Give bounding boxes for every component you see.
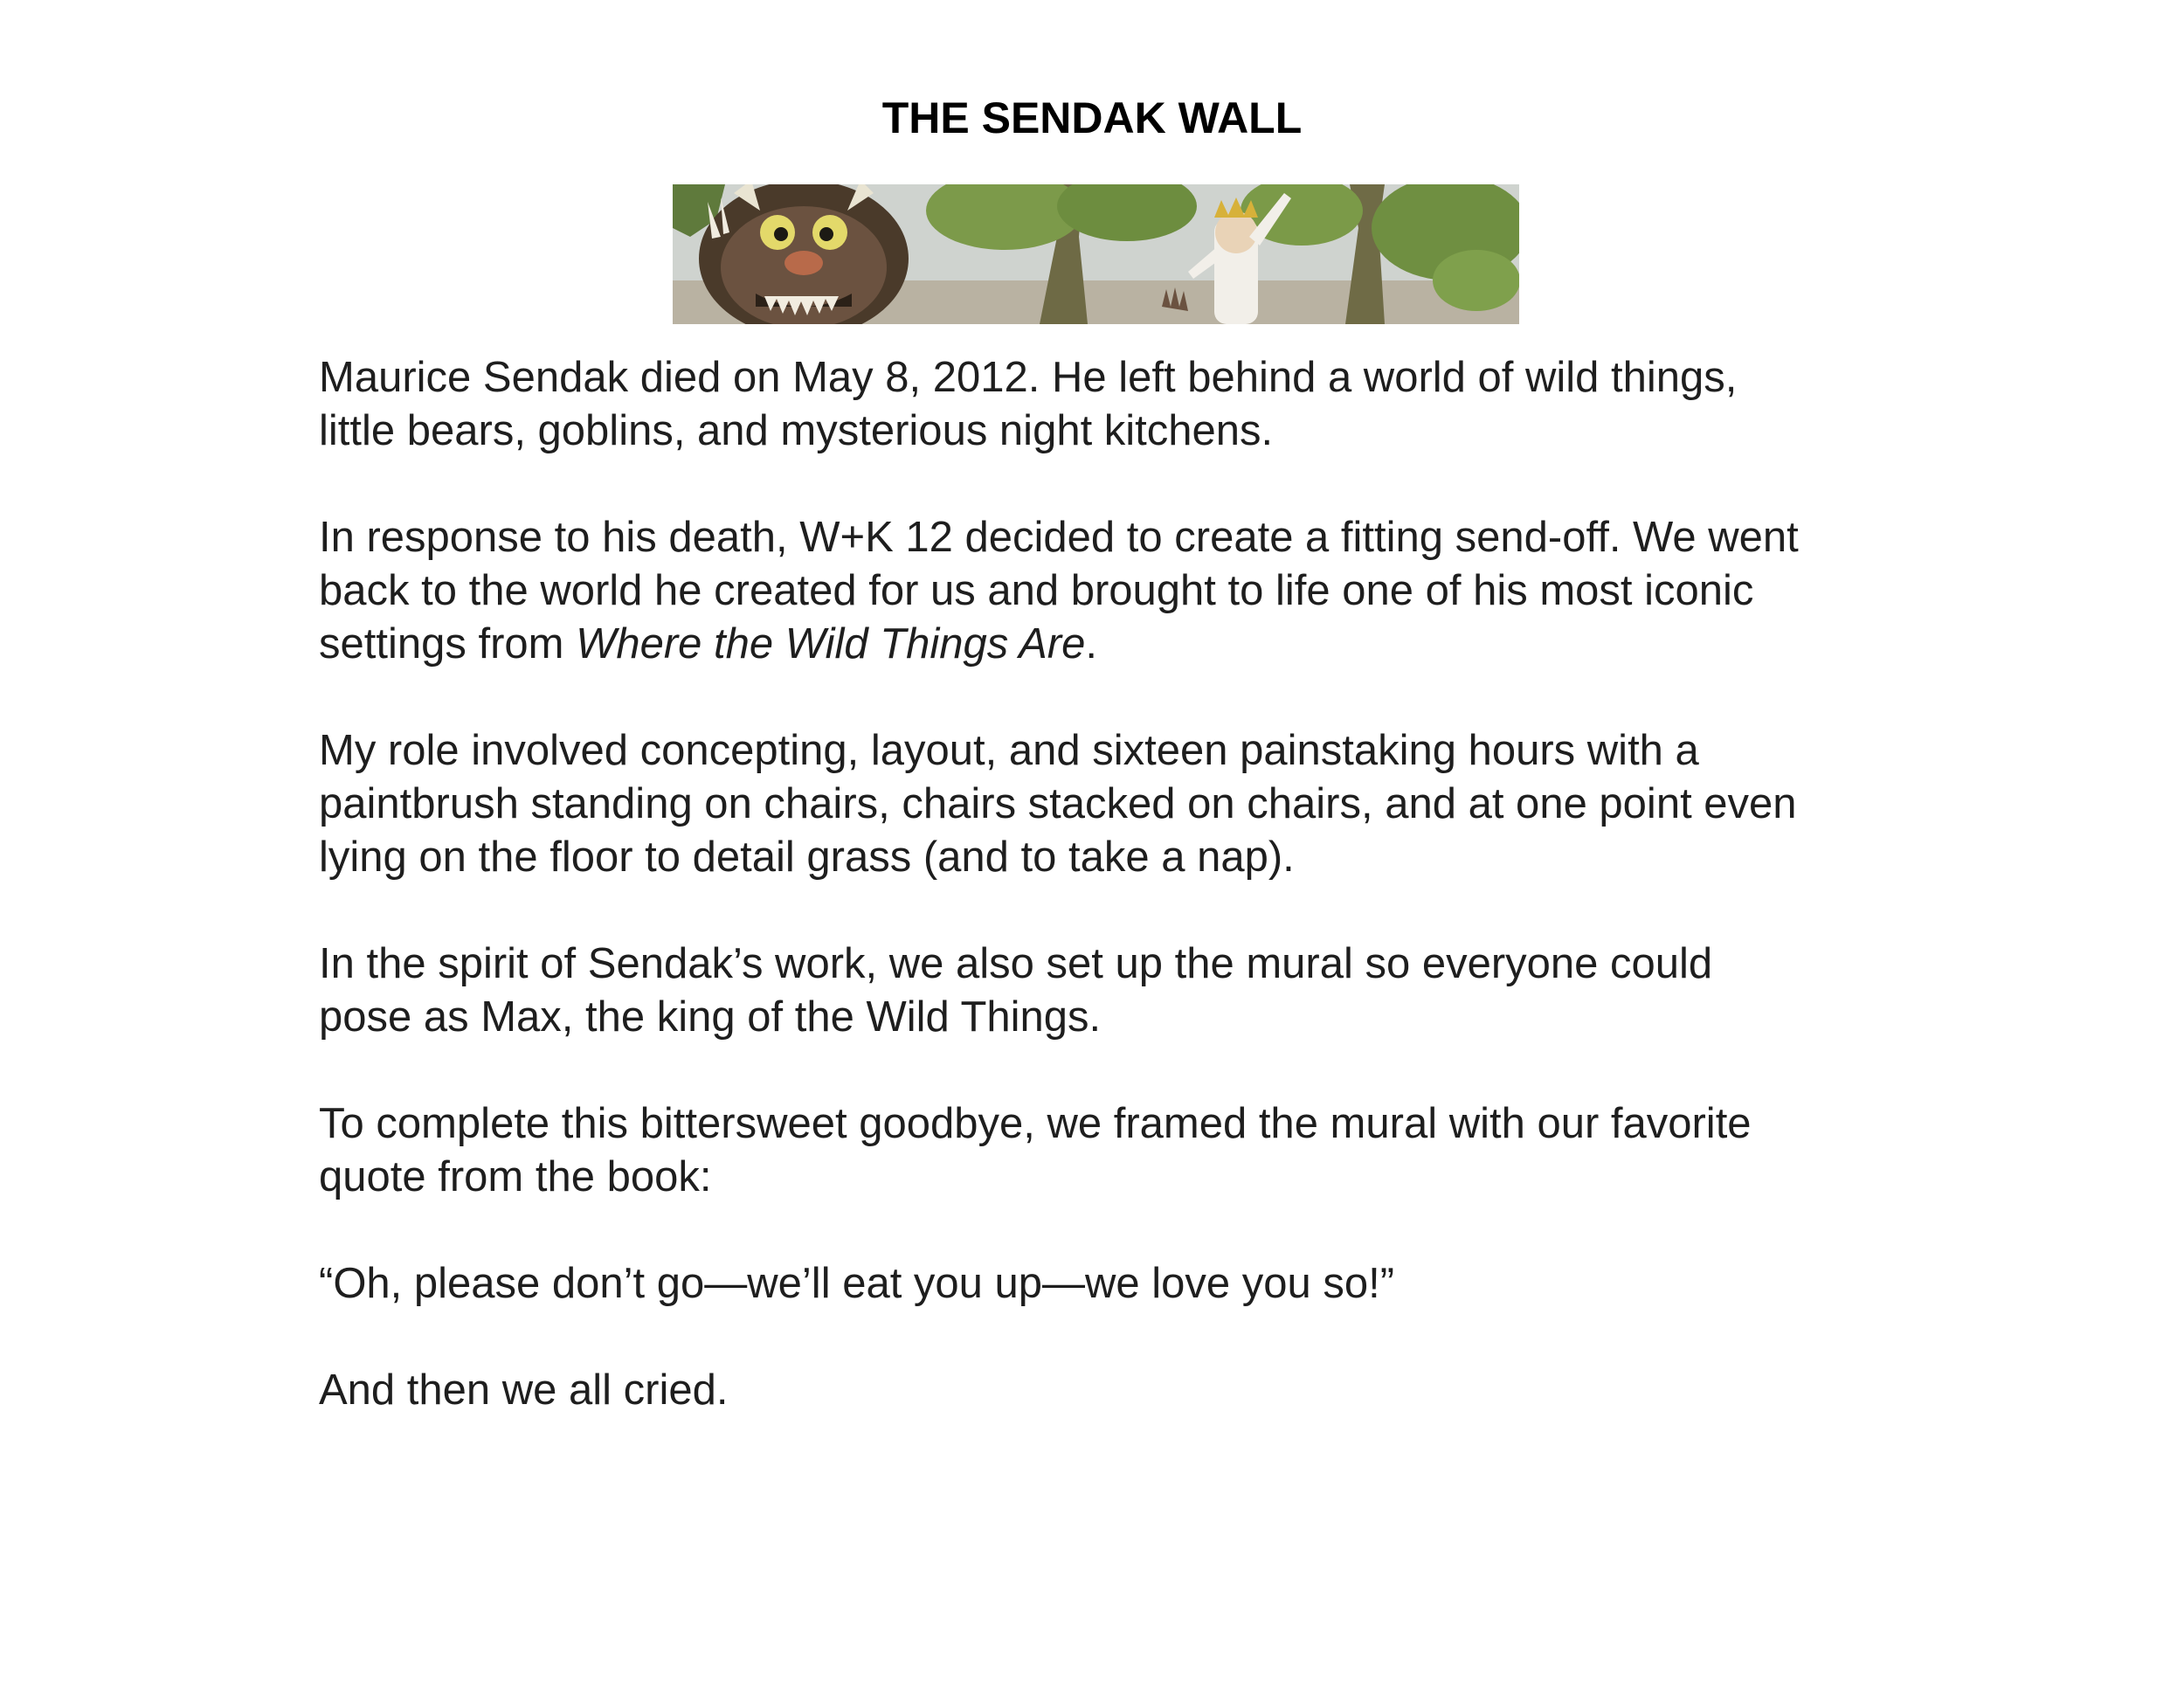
paragraph-response [319,511,1909,671]
book-title: Where the Wild Things Are [576,620,1086,668]
settings-suffix: . [1085,620,1097,668]
paragraph-role: My role involved concepting, layout, and sixteen painstaking hours with a paintbrush standing on chairs, chairs stacked on chairs, and at one point even lying on the floor to detail grass (and to take a nap). [319,727,1797,881]
paragraph-quote: “Oh, please don’t go—we’ll eat you up—we love you so!” [319,1260,1395,1307]
paragraph-spirit: In the spirit of Sendak’s work, we also set up the mural so everyone could pose as Max, the king of the Wild Things. [319,940,1713,1041]
page-title: THE SENDAK WALL [881,93,1303,142]
paragraph-intro: Maurice Sendak died on May 8, 2012. He left behind a world of wild things, little bears, goblins, and mysterious night kitchens. [319,354,1738,454]
settings-prefix: settings from [319,620,577,668]
body-text [319,351,1909,1417]
wild-things-banner-image [673,184,1519,324]
paragraph-ending: And then we all cried. [319,1366,729,1414]
paragraph-goodbye: To complete this bittersweet goodbye, we framed the mural with our favorite quote from the book: [319,1100,1752,1200]
paragraph-response-text: In response to his death, W+K 12 decided to create a fitting send-off. We went back to the world he created for us and brought to life one of his most iconic [319,514,1799,614]
